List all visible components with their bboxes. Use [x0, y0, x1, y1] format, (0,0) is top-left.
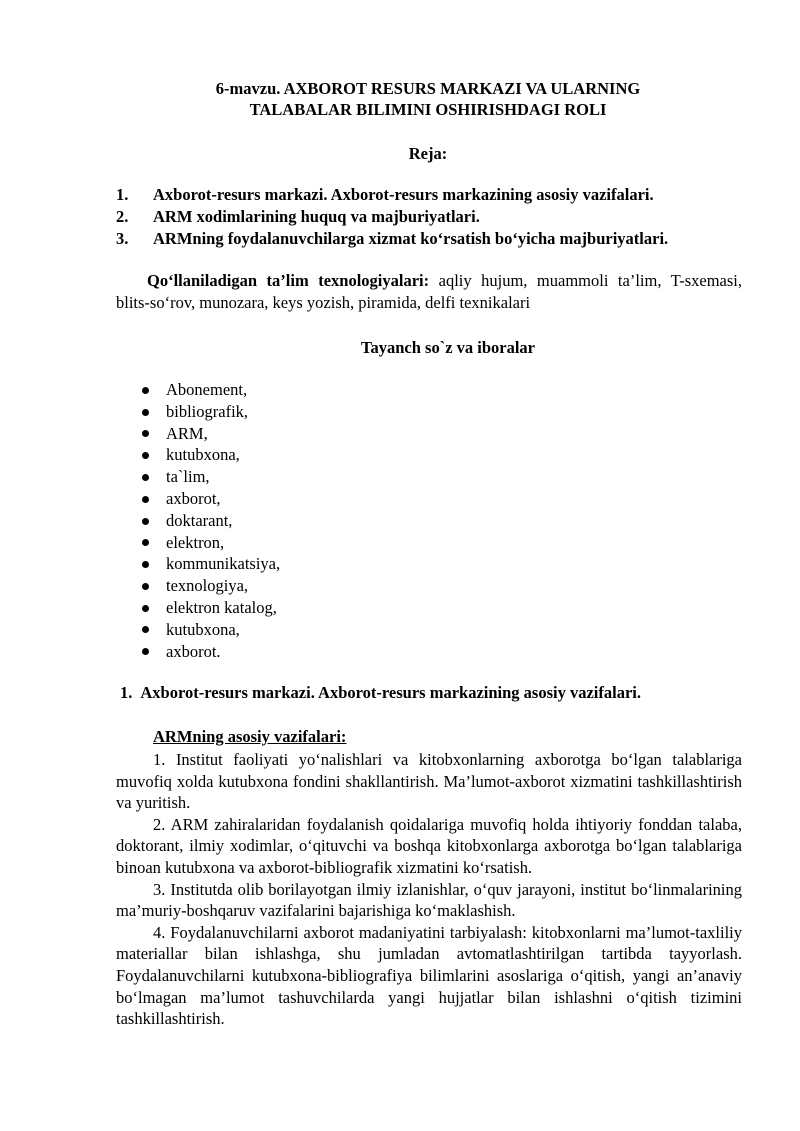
title-line-2: TALABALAR BILIMINI OSHIRISHDAGI ROLI — [249, 100, 607, 119]
keyword-item — [142, 641, 280, 663]
bullet-icon — [142, 561, 149, 568]
title-line-1: 6-mavzu. AXBOROT RESURS MARKAZI VA ULARNING — [215, 79, 641, 98]
bullet-icon — [142, 387, 149, 394]
keyword-text: kutubxona, — [166, 619, 240, 639]
bullet-icon — [142, 626, 149, 633]
technologies-label: Qo‘llaniladigan ta’lim texnologiyalari: — [147, 271, 430, 290]
keyword-text: doktarant, — [166, 510, 233, 530]
keyword-text: texnologiya, — [166, 576, 249, 596]
keyword-text: ta`lim, — [166, 467, 210, 487]
keyword-text: kutubxona, — [166, 445, 240, 465]
keyword-text: Abonement, — [166, 380, 248, 399]
keyword-item — [142, 488, 280, 510]
keyword-item — [142, 575, 280, 597]
body-paragraph: 4. Foydalanuvchilarni axborot madaniyatini tarbiyalash: kitobxonlarni ma’lumot-taxliliy materiallar bilan ishlashga, shu jumladan avtomatlashtirilgan tartibda tayyorlash. Foydalanuvchilarni kutubxona-bibliografiya bilimlarini asoslariga o‘qitish, yangi an’anaviy bo‘lmagan ma’lumot tashuvchilarda yangi hujjatlar bilan ishlashni o‘qitish tizimini tashkillashtirish. — [116, 922, 742, 1029]
section-body — [116, 749, 742, 1030]
keywords-list — [142, 379, 280, 662]
body-paragraph: 1. Institut faoliyati yo‘nalishlari va kitobxonlarning axborotga bo‘lgan talablariga muvofiq xolda kutubxona fondini shakllantirish. Ma’lumot-axborot xizmatini tashkillashtirish va yuritish. — [116, 750, 742, 813]
bullet-icon — [142, 605, 149, 612]
bullet-icon — [142, 539, 149, 546]
plan-item — [116, 206, 668, 228]
bullet-icon — [142, 452, 149, 459]
subsection-heading: ARMning asosiy vazifalari: — [153, 727, 347, 746]
body-paragraph: 3. Institutda olib borilayotgan ilmiy izlanishlar, o‘quv jarayoni, institut bo‘linmalarining ma’muriy-boshqaruv vazifalarini bajarishiga ko‘maklashish. — [116, 879, 742, 921]
plan-item-number: 3. — [116, 229, 129, 248]
bullet-icon — [142, 583, 149, 590]
bullet-icon — [142, 518, 149, 525]
keyword-item — [142, 532, 280, 554]
bullet-icon — [142, 409, 149, 416]
keyword-item — [142, 423, 280, 445]
keyword-text: axborot, — [166, 488, 221, 508]
bullet-icon — [142, 496, 149, 503]
keyword-item — [142, 401, 280, 423]
keyword-text: elektron, — [166, 532, 225, 552]
bullet-icon — [142, 474, 149, 481]
plan-item-number: 2. — [116, 207, 129, 226]
keyword-item — [142, 597, 280, 619]
keyword-item — [142, 379, 280, 401]
technologies-text: aqliy hujum, muammoli ta’lim, T-sxemasi, blits-so‘rov, munozara, keys yozish, piramida, delfi texnikalari — [116, 271, 742, 312]
plan-item-text: ARM xodimlarining huquq va majburiyatlari. — [153, 207, 480, 226]
keyword-text: ARM, — [166, 423, 208, 443]
keyword-item — [142, 510, 280, 532]
plan-item — [116, 228, 668, 250]
body-paragraph: 2. ARM zahiralaridan foydalanish qoidalariga muvofiq holda ihtiyoriy fonddan talaba, doktorant, ilmiy xodimlar, o‘qituvchi va boshqa kitobxonlarga axborotga bo‘lgan talablariga binoan kutubxona va axborot-bibliografik xizmatini ko‘rsatish. — [116, 814, 742, 877]
technologies-paragraph — [116, 270, 742, 314]
section-number: 1. — [120, 683, 133, 702]
bullet-icon — [142, 648, 149, 655]
plan-heading: Reja: — [408, 144, 448, 163]
plan-item-text: Axborot-resurs markazi. Axborot-resurs markazining asosiy vazifalari. — [153, 185, 654, 204]
bullet-icon — [142, 430, 149, 437]
section-title: Axborot-resurs markazi. Axborot-resurs markazining asosiy vazifalari. — [140, 683, 641, 702]
plan-list — [116, 184, 668, 250]
plan-item — [116, 184, 668, 206]
keyword-text: axborot. — [166, 641, 221, 661]
section-heading — [120, 683, 641, 703]
keyword-item — [142, 444, 280, 466]
plan-item-number: 1. — [116, 185, 129, 204]
keywords-heading: Tayanch so`z va iboralar — [360, 338, 536, 357]
keyword-item — [142, 466, 280, 488]
keyword-text: kommunikatsiya, — [166, 554, 281, 574]
keyword-text: bibliografik, — [166, 401, 249, 421]
keyword-item — [142, 553, 280, 575]
page-title — [100, 78, 756, 120]
keyword-text: elektron katalog, — [166, 597, 277, 617]
plan-item-text: ARMning foydalanuvchilarga xizmat ko‘rsatish bo‘yicha majburiyatlari. — [153, 229, 669, 248]
keyword-item — [142, 619, 280, 641]
